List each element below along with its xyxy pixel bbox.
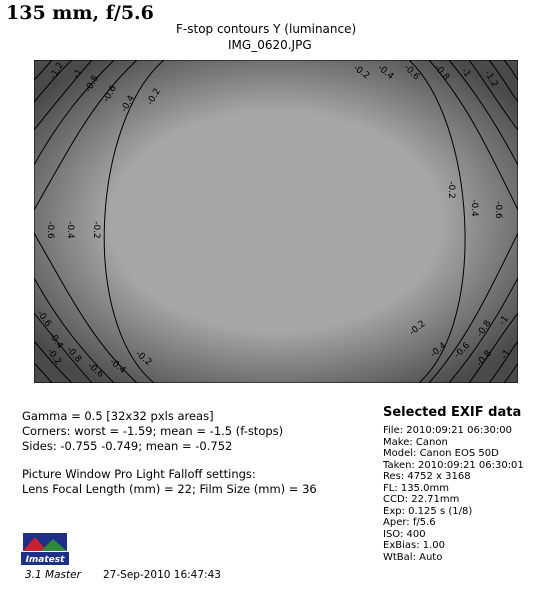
- contour-label: -0.2: [351, 63, 372, 82]
- contour-label: -0.6: [101, 83, 119, 105]
- contour-label: -0.2: [44, 346, 63, 367]
- plot-area: [34, 60, 518, 383]
- contour-label: -0.8: [83, 73, 101, 95]
- contour-label: -0.8: [432, 62, 452, 83]
- contour-label: -0.8: [64, 344, 84, 365]
- imatest-logo: [21, 531, 69, 565]
- contour-label: -0.4: [119, 93, 137, 115]
- contour-label: -0.4: [428, 340, 449, 360]
- contour-label: -1.2: [482, 68, 500, 90]
- contour-label: -0.4: [65, 221, 75, 239]
- contour-label: -0.6: [85, 360, 106, 380]
- sides-text: Sides: -0.755 -0.749; mean = -0.752: [22, 439, 233, 453]
- pw-settings-title: Picture Window Pro Light Falloff settings:: [22, 467, 256, 481]
- exif-row: ExBias: 1.00: [383, 540, 446, 551]
- contour-label: -0.8: [474, 348, 494, 369]
- contour-label: -0.6: [452, 340, 473, 361]
- contour-label: -0.6: [45, 221, 55, 239]
- exif-row: FL: 135.0mm: [383, 482, 449, 494]
- exif-row: Aper: f/5.6: [383, 517, 436, 528]
- exif-row: File: 2010:09:21 06:30:00: [383, 425, 513, 436]
- version-text: 3.1 Master: [25, 569, 81, 581]
- contour-label: -1: [71, 67, 85, 81]
- exif-title: Selected EXIF data: [383, 405, 522, 420]
- contour-label: -0.2: [91, 221, 101, 239]
- contour-label: -1: [458, 66, 473, 80]
- contour-label: -0.2: [407, 318, 428, 338]
- exif-row: CCD: 22.71mm: [383, 494, 460, 505]
- contour-label: -0.4: [46, 330, 65, 351]
- contour-label: -1.2: [48, 60, 66, 82]
- chart-subtitle: IMG_0620.JPG: [228, 38, 312, 52]
- exif-row: Make: Canon: [383, 436, 448, 448]
- contour-label: -0.8: [475, 318, 494, 339]
- contour-label: -1: [499, 348, 514, 362]
- logo-text: Imatest: [25, 555, 65, 565]
- contour-label: -0.2: [133, 348, 154, 368]
- contour-label: -0.2: [145, 86, 163, 108]
- contour-label: -0.6: [34, 308, 53, 329]
- gamma-text: Gamma = 0.5 [32x32 pxls areas]: [22, 409, 214, 423]
- contour-plot: [34, 60, 518, 383]
- contour-label: -0.6: [493, 201, 503, 219]
- exif-row: Model: Canon EOS 50D: [383, 448, 499, 459]
- contour-label: -0.4: [107, 356, 128, 376]
- exif-row: Taken: 2010:09:21 06:30:01: [383, 459, 524, 471]
- timestamp-text: 27-Sep-2010 16:47:43: [103, 569, 221, 581]
- corners-text: Corners: worst = -1.59; mean = -1.5 (f-stops): [22, 424, 284, 438]
- chart-title: F-stop contours Y (luminance): [176, 22, 357, 36]
- contour-label: -0.2: [446, 181, 456, 199]
- contour-label: -0.6: [401, 62, 422, 83]
- contour-label: -1: [497, 314, 512, 328]
- lens-title: 135 mm, f/5.6: [6, 2, 154, 24]
- contour-label: -0.4: [469, 199, 479, 217]
- pw-settings-values: Lens Focal Length (mm) = 22; Film Size (mm) = 36: [22, 482, 317, 496]
- exif-row: WtBal: Auto: [383, 551, 443, 563]
- contour-label: -0.4: [375, 62, 396, 82]
- exif-row: Exp: 0.125 s (1/8): [383, 505, 473, 517]
- exif-row: ISO: 400: [383, 528, 426, 540]
- exif-row: Res: 4752 x 3168: [383, 471, 471, 482]
